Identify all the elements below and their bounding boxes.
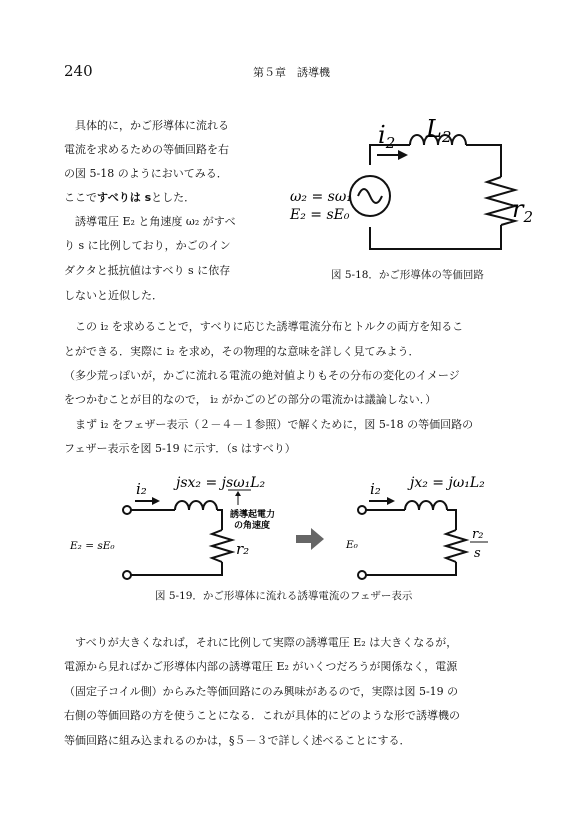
running-header: 第５章 誘導機 bbox=[253, 66, 330, 79]
annotation: の角速度 bbox=[234, 521, 271, 531]
body-line: とができる．実際に i₂ を求め，その物理的な意味を詳しく見てみよう． bbox=[64, 345, 420, 358]
inductance-label: $L_2$ bbox=[426, 115, 452, 146]
reactance-label: jx₂ = jω₁L₂ bbox=[410, 475, 485, 491]
body-line: ダクタと抵抗値はすべり s に依存 bbox=[64, 264, 231, 277]
body-line: 等価回路に組み込まれるのかは，§５－３で詳しく述べることにする． bbox=[64, 734, 411, 747]
body-line: （多少荒っぽいが，かごに流れる電流の絶対値よりもその分布の変化のイメージ bbox=[64, 369, 460, 382]
inductor-symbol bbox=[405, 501, 447, 510]
inductor-symbol bbox=[175, 501, 217, 510]
page-number: 240 bbox=[64, 62, 93, 80]
current-label: i₂ bbox=[136, 480, 147, 498]
body-line: すべりが大きくなれば，それに比例して実際の誘導電圧 E₂ は大きくなるが， bbox=[64, 636, 458, 649]
body-line-bold bbox=[64, 191, 195, 205]
body-line: り s に比例しており，かごのイン bbox=[64, 239, 231, 252]
body-line: 誘導電圧 E₂ と角速度 ω₂ がすべ bbox=[64, 215, 236, 228]
current-label: i₂ bbox=[370, 480, 381, 498]
wire bbox=[127, 562, 222, 575]
body-line: 電流を求めるための等価回路を右 bbox=[64, 143, 229, 156]
terminal bbox=[358, 506, 366, 514]
voltage-equation: E₂ = sE₀ bbox=[290, 207, 350, 223]
annotation: 誘導起電力 bbox=[230, 510, 276, 520]
body-line: まず i₂ をフェザー表示（２－４－１参照）で解くために，図 5-18 の等価回路の bbox=[64, 418, 474, 431]
figure-5-18-circuit bbox=[280, 115, 534, 265]
terminal bbox=[123, 571, 131, 579]
transform-arrow bbox=[296, 528, 324, 550]
wire bbox=[370, 225, 501, 249]
figure-caption: 図 5-18．かご形導体の等価回路 bbox=[331, 269, 484, 281]
body-line: しないと近似した． bbox=[64, 289, 163, 302]
current-arrowhead bbox=[398, 150, 408, 160]
body-line: 右側の等価回路の方を使うことになる．これが具体的にどのような形で誘導機の bbox=[64, 709, 460, 722]
body-line: フェザー表示を図 5-19 に示す．（s はすべり） bbox=[64, 442, 296, 455]
resistor-symbol bbox=[446, 530, 466, 562]
body-line: 具体的に，かご形導体に流れる bbox=[64, 119, 229, 132]
text-span: ここで bbox=[64, 191, 97, 204]
voltage-label: E₀ bbox=[346, 539, 358, 551]
voltage-label: E₂ = sE₀ bbox=[70, 540, 115, 552]
body-line: をつかむことが目的なので， i₂ がかごのどの部分の電流かは議論しない．） bbox=[64, 393, 437, 406]
terminal bbox=[123, 506, 131, 514]
bold-text: すべりは s bbox=[97, 191, 152, 204]
pointer-arrowhead bbox=[235, 491, 241, 496]
current-arrowhead bbox=[387, 497, 395, 505]
current-label: $i_2$ bbox=[378, 121, 396, 152]
resistance-label: $r_2$ bbox=[512, 195, 534, 226]
current-arrowhead bbox=[152, 497, 160, 505]
resistance-label: r₂ bbox=[236, 540, 250, 558]
body-line: （固定子コイル側）からみた等価回路にのみ興味があるので，実際は図 5-19 の bbox=[64, 685, 459, 698]
wire bbox=[362, 562, 456, 575]
body-line: 電源から見ればかご形導体内部の誘導電圧 E₂ がいくつだろうが関係なく，電源 bbox=[64, 660, 458, 673]
resistance-numerator: r₂ bbox=[472, 527, 484, 542]
body-line: の図 5-18 のようにおいてみる． bbox=[64, 167, 228, 180]
reactance-label: jsx₂ = jsω₁L₂ bbox=[176, 475, 266, 491]
figure-5-19-circuits bbox=[70, 472, 510, 584]
wire bbox=[217, 510, 222, 530]
figure-caption: 図 5-19．かご形導体に流れる誘導電流のフェザー表示 bbox=[155, 590, 413, 602]
resistance-denominator: s bbox=[474, 546, 481, 561]
terminal bbox=[358, 571, 366, 579]
body-line: この i₂ を求めることで，すべりに応じた誘導電流分布とトルクの両方を知るこ bbox=[64, 320, 464, 333]
text-span: とした． bbox=[151, 191, 196, 204]
resistor-symbol bbox=[212, 530, 232, 562]
wire bbox=[447, 510, 456, 530]
wire bbox=[466, 145, 501, 177]
omega-equation: ω₂ = sω₁ bbox=[290, 189, 352, 205]
resistor-symbol bbox=[487, 177, 515, 225]
